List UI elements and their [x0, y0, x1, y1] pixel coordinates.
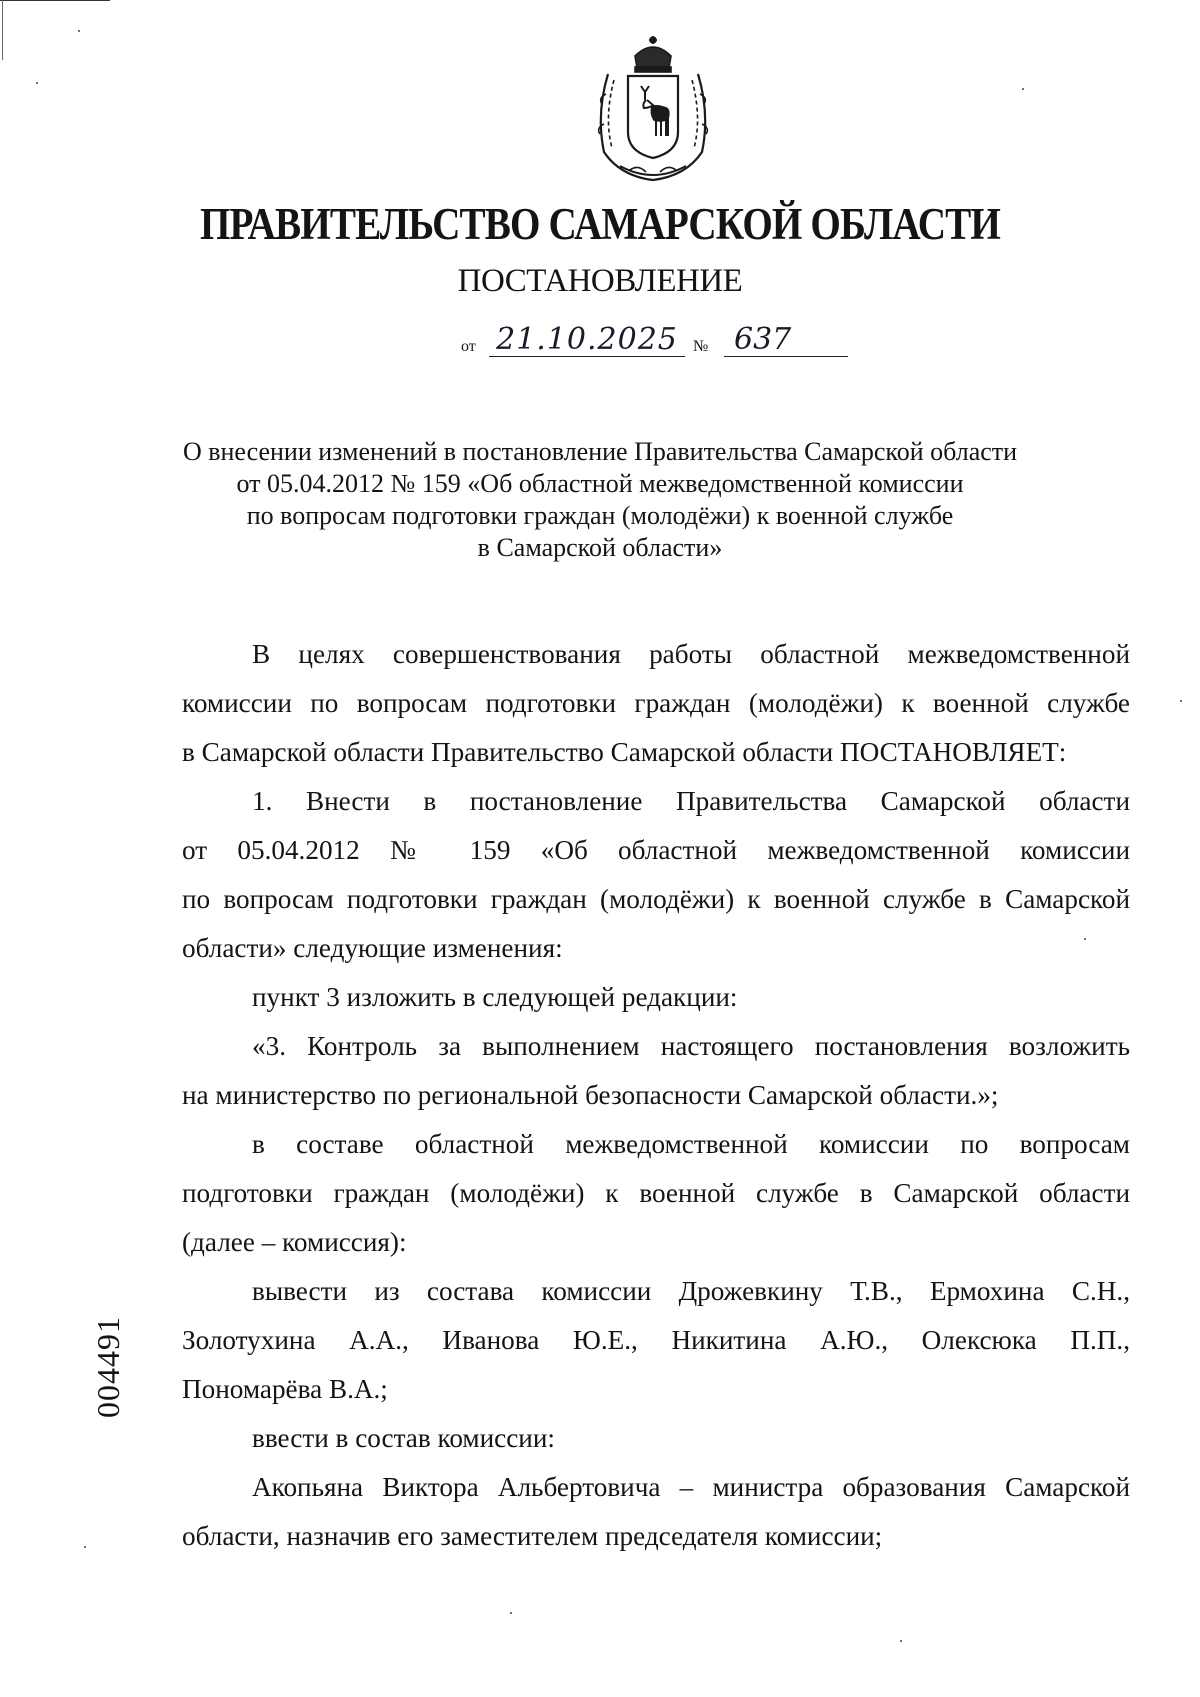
text-line: области, назначив его заместителем председателя комиссии; [182, 1521, 883, 1551]
add-members-intro [182, 1414, 1130, 1463]
text-line: вывести из состава комиссии Дрожевкину Т.В., Ермохина С.Н., [252, 1276, 1130, 1306]
document-subject [150, 436, 1050, 564]
date-prefix: от [461, 338, 476, 355]
coat-of-arms-icon [590, 34, 716, 184]
text-line: от 05.04.2012 № 159 «Об областной межведомственной комиссии [182, 835, 1130, 865]
scan-speck [510, 1612, 512, 1614]
number-prefix: № [693, 338, 709, 355]
scan-speck [84, 1546, 86, 1548]
add-member-paragraph [182, 1463, 1130, 1561]
text-line: «3. Контроль за выполнением настоящего постановления возложить [252, 1031, 1130, 1061]
scan-speck [1084, 938, 1086, 940]
text-line: области» следующие изменения: [182, 933, 563, 963]
text-line: Пономарёва В.А.; [182, 1374, 388, 1404]
intro-paragraph [182, 630, 1130, 777]
item-1-paragraph [182, 777, 1130, 973]
text-line: пункт 3 изложить в следующей редакции: [252, 982, 738, 1012]
subject-line: по вопросам подготовки граждан (молодёжи) к военной службе [246, 501, 954, 530]
text-line: в составе областной межведомственной комиссии по вопросам [252, 1129, 1130, 1159]
text-line: в Самарской области Правительство Самарской области ПОСТАНОВЛЯЕТ: [182, 737, 1067, 767]
remove-members-paragraph [182, 1267, 1130, 1414]
text-line: Золотухина А.А., Иванова Ю.Е., Никитина А.Ю., Олексюка П.П., [182, 1325, 1130, 1355]
text-line: по вопросам подготовки граждан (молодёжи) к военной службе в Самарской [182, 884, 1130, 914]
text-line: В целях совершенствования работы областной межведомственной [252, 639, 1130, 669]
text-line: Акопьяна Виктора Альбертовича – министра образования Самарской [252, 1472, 1130, 1502]
government-title: ПРАВИТЕЛЬСТВО САМАРСКОЙ ОБЛАСТИ [199, 199, 1001, 249]
composition-paragraph [182, 1120, 1130, 1267]
subject-line: О внесении изменений в постановление Правительства Самарской области [182, 437, 1018, 466]
subject-line: в Самарской области» [477, 533, 723, 562]
text-line: комиссии по вопросам подготовки граждан (молодёжи) к военной службе [182, 688, 1130, 718]
text-line: подготовки граждан (молодёжи) к военной службе в Самарской области [182, 1178, 1130, 1208]
text-line: 1. Внести в постановление Правительства Самарской области [252, 786, 1130, 816]
point-3-intro [182, 973, 1130, 1022]
subject-line: от 05.04.2012 № 159 «Об областной межведомственной комиссии [236, 469, 964, 498]
text-line: ввести в состав комиссии: [252, 1423, 555, 1453]
document-number: 637 [724, 324, 848, 357]
point-3-text [182, 1022, 1130, 1120]
scan-speck [900, 1640, 902, 1642]
document-date: 21.10.2025 [489, 324, 685, 357]
text-line: на министерство по региональной безопасности Самарской области.»; [182, 1080, 999, 1110]
document-type: ПОСТАНОВЛЕНИЕ [457, 263, 743, 299]
text-line: (далее – комиссия): [182, 1227, 407, 1257]
scan-speck [1180, 700, 1182, 702]
scan-speck [36, 82, 38, 84]
scan-speck [78, 30, 80, 32]
scan-edge-vertical [2, 0, 3, 60]
scan-edge-line [0, 0, 110, 1]
date-number-line [0, 322, 1200, 366]
scan-speck [1022, 88, 1024, 90]
registry-stamp-number: 004491 [90, 1316, 126, 1418]
